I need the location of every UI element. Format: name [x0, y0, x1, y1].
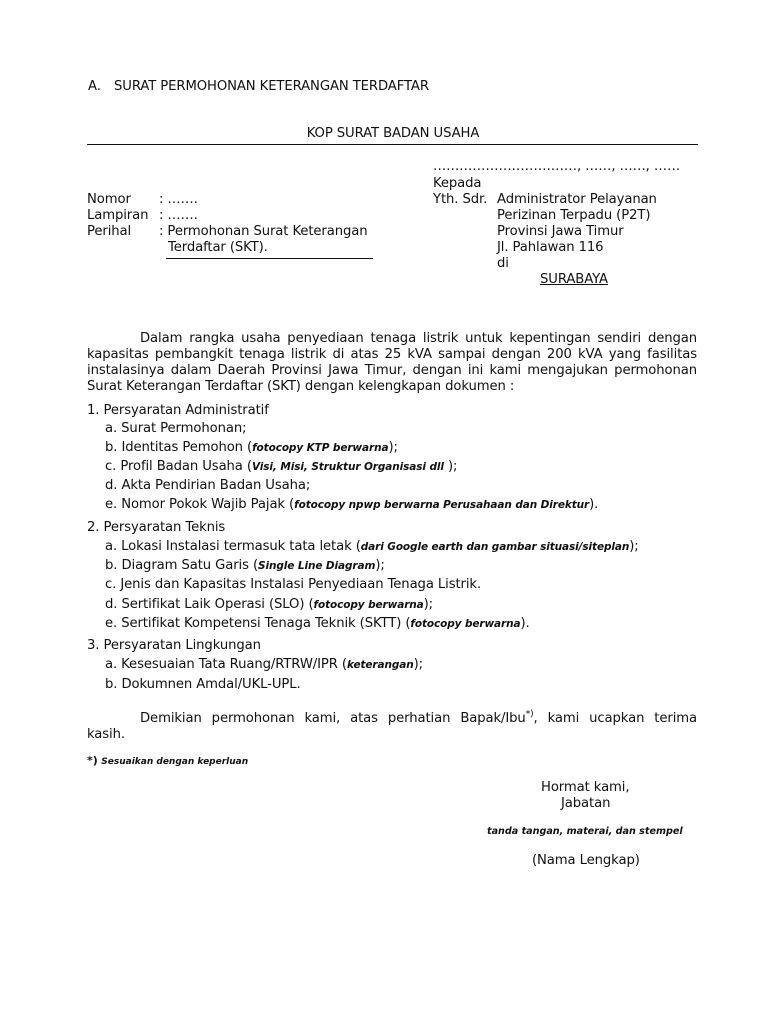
signature-note: tanda tangan, materai, dan stempel [487, 826, 683, 837]
closing-line: kasih. [87, 727, 125, 742]
item-text: a. Lokasi Instalasi termasuk tata letak ( [105, 539, 361, 554]
item-text: d. Akta Pendirian Badan Usaha; [105, 478, 311, 493]
meta-label: Nomor [87, 192, 131, 207]
item-note: fotocopy berwarna [410, 618, 521, 630]
closing-text: Demikian permohonan kami, atas perhatian Bapak/Ibu [140, 711, 526, 726]
item-text: b. Identitas Pemohon ( [105, 440, 253, 455]
recipient-lead: Yth. Sdr. [433, 192, 488, 207]
kepada-label: Kepada [433, 176, 482, 191]
item-note: Single Line Diagram [258, 560, 376, 572]
closing-text: , kami ucapkan terima [533, 711, 697, 726]
item-text: c. Jenis dan Kapasitas Instalasi Penyediaan Tenaga Listrik. [105, 577, 482, 592]
recipient-line: Administrator Pelayanan [497, 192, 657, 207]
item-text: ); [413, 657, 424, 672]
requirement-heading: 3. Persyaratan Lingkungan [87, 638, 261, 653]
item-text: ); [629, 539, 639, 554]
requirement-item [105, 597, 433, 613]
item-text: ). [589, 497, 599, 512]
meta-value: : ……. [159, 208, 198, 223]
footnote-mark: *) [87, 754, 98, 767]
letterhead-placeholder: KOP SURAT BADAN USAHA [306, 126, 480, 141]
perihal-underline [166, 258, 373, 259]
item-text: d. Sertifikat Laik Operasi (SLO) ( [105, 597, 314, 612]
item-text: ); [375, 558, 385, 573]
requirement-item [105, 478, 310, 494]
requirement-item [105, 677, 301, 693]
recipient-city: SURABAYA [540, 272, 608, 287]
section-title: SURAT PERMOHONAN KETERANGAN TERDAFTAR [114, 79, 429, 94]
item-text: a. Surat Permohonan; [105, 421, 247, 436]
meta-label: Lampiran [87, 208, 149, 223]
closing-footnote-mark: *) [525, 709, 534, 720]
recipient-line: Jl. Pahlawan 116 [497, 240, 604, 255]
requirement-item [105, 459, 457, 475]
place-date: ……………………………, ……, ……, …… [433, 159, 681, 174]
recipient-line: Provinsi Jawa Timur [497, 224, 624, 239]
item-note: Visi, Misi, Struktur Organisasi dll [251, 461, 444, 473]
item-text: ); [388, 440, 398, 455]
intro-line: kapasitas pembangkit tenaga listrik di atas 25 kVA sampai dengan 200 kVA yang fasilitas [87, 347, 697, 362]
item-text: b. Diagram Satu Garis ( [105, 558, 259, 573]
requirement-item [105, 539, 639, 555]
requirement-heading: 2. Persyaratan Teknis [87, 520, 226, 535]
item-text: ); [423, 597, 434, 612]
item-text: c. Profil Badan Usaha ( [105, 459, 252, 474]
item-note: fotocopy npwp berwarna Perusahaan dan Direktur [294, 499, 590, 511]
requirement-item [105, 558, 385, 574]
meta-value: : ……. [159, 192, 198, 207]
intro-line: Dalam rangka usaha penyediaan tenaga listrik untuk kepentingan sendiri dengan [140, 331, 697, 346]
requirement-heading: 1. Persyaratan Administratif [87, 403, 269, 418]
item-text: ). [520, 616, 530, 631]
requirement-item [105, 421, 246, 437]
footnote [87, 754, 248, 767]
requirement-item [105, 440, 398, 456]
perihal-continuation: Terdaftar (SKT). [168, 240, 268, 255]
meta-value: : Permohonan Surat Keterangan [159, 224, 368, 239]
recipient-line: di [497, 256, 509, 271]
closing-line [140, 711, 697, 727]
requirement-item [105, 497, 598, 513]
requirement-item [105, 616, 530, 632]
item-text: e. Sertifikat Kompetensi Tenaga Teknik (SKTT) ( [105, 616, 411, 631]
item-note: dari Google earth dan gambar situasi/siteplan [360, 541, 630, 553]
signature-position: Jabatan [561, 796, 611, 811]
item-note: fotocopy KTP berwarna [252, 442, 389, 454]
item-text: ); [443, 459, 458, 474]
item-text: b. Dokumnen Amdal/UKL-UPL. [105, 677, 301, 692]
meta-label: Perihal [87, 224, 132, 239]
intro-line: instalasinya dalam Daerah Provinsi Jawa Timur, dengan ini kami mengajukan permohonan [87, 363, 697, 378]
item-text: a. Kesesuaian Tata Ruang/RTRW/IPR ( [105, 657, 347, 672]
signature-greeting: Hormat kami, [541, 780, 630, 795]
requirement-item [105, 657, 423, 673]
item-note: fotocopy berwarna [313, 599, 424, 611]
requirement-item [105, 577, 481, 593]
section-letter: A. [88, 79, 101, 94]
item-note: keterangan [346, 659, 414, 671]
letterhead-rule [87, 144, 698, 145]
recipient-line: Perizinan Terpadu (P2T) [497, 208, 651, 223]
footnote-text: Sesuaikan dengan keperluan [101, 757, 249, 767]
signature-name: (Nama Lengkap) [532, 853, 640, 868]
intro-line: Surat Keterangan Terdaftar (SKT) dengan kelengkapan dokumen : [87, 379, 515, 394]
item-text: e. Nomor Pokok Wajib Pajak ( [105, 497, 295, 512]
